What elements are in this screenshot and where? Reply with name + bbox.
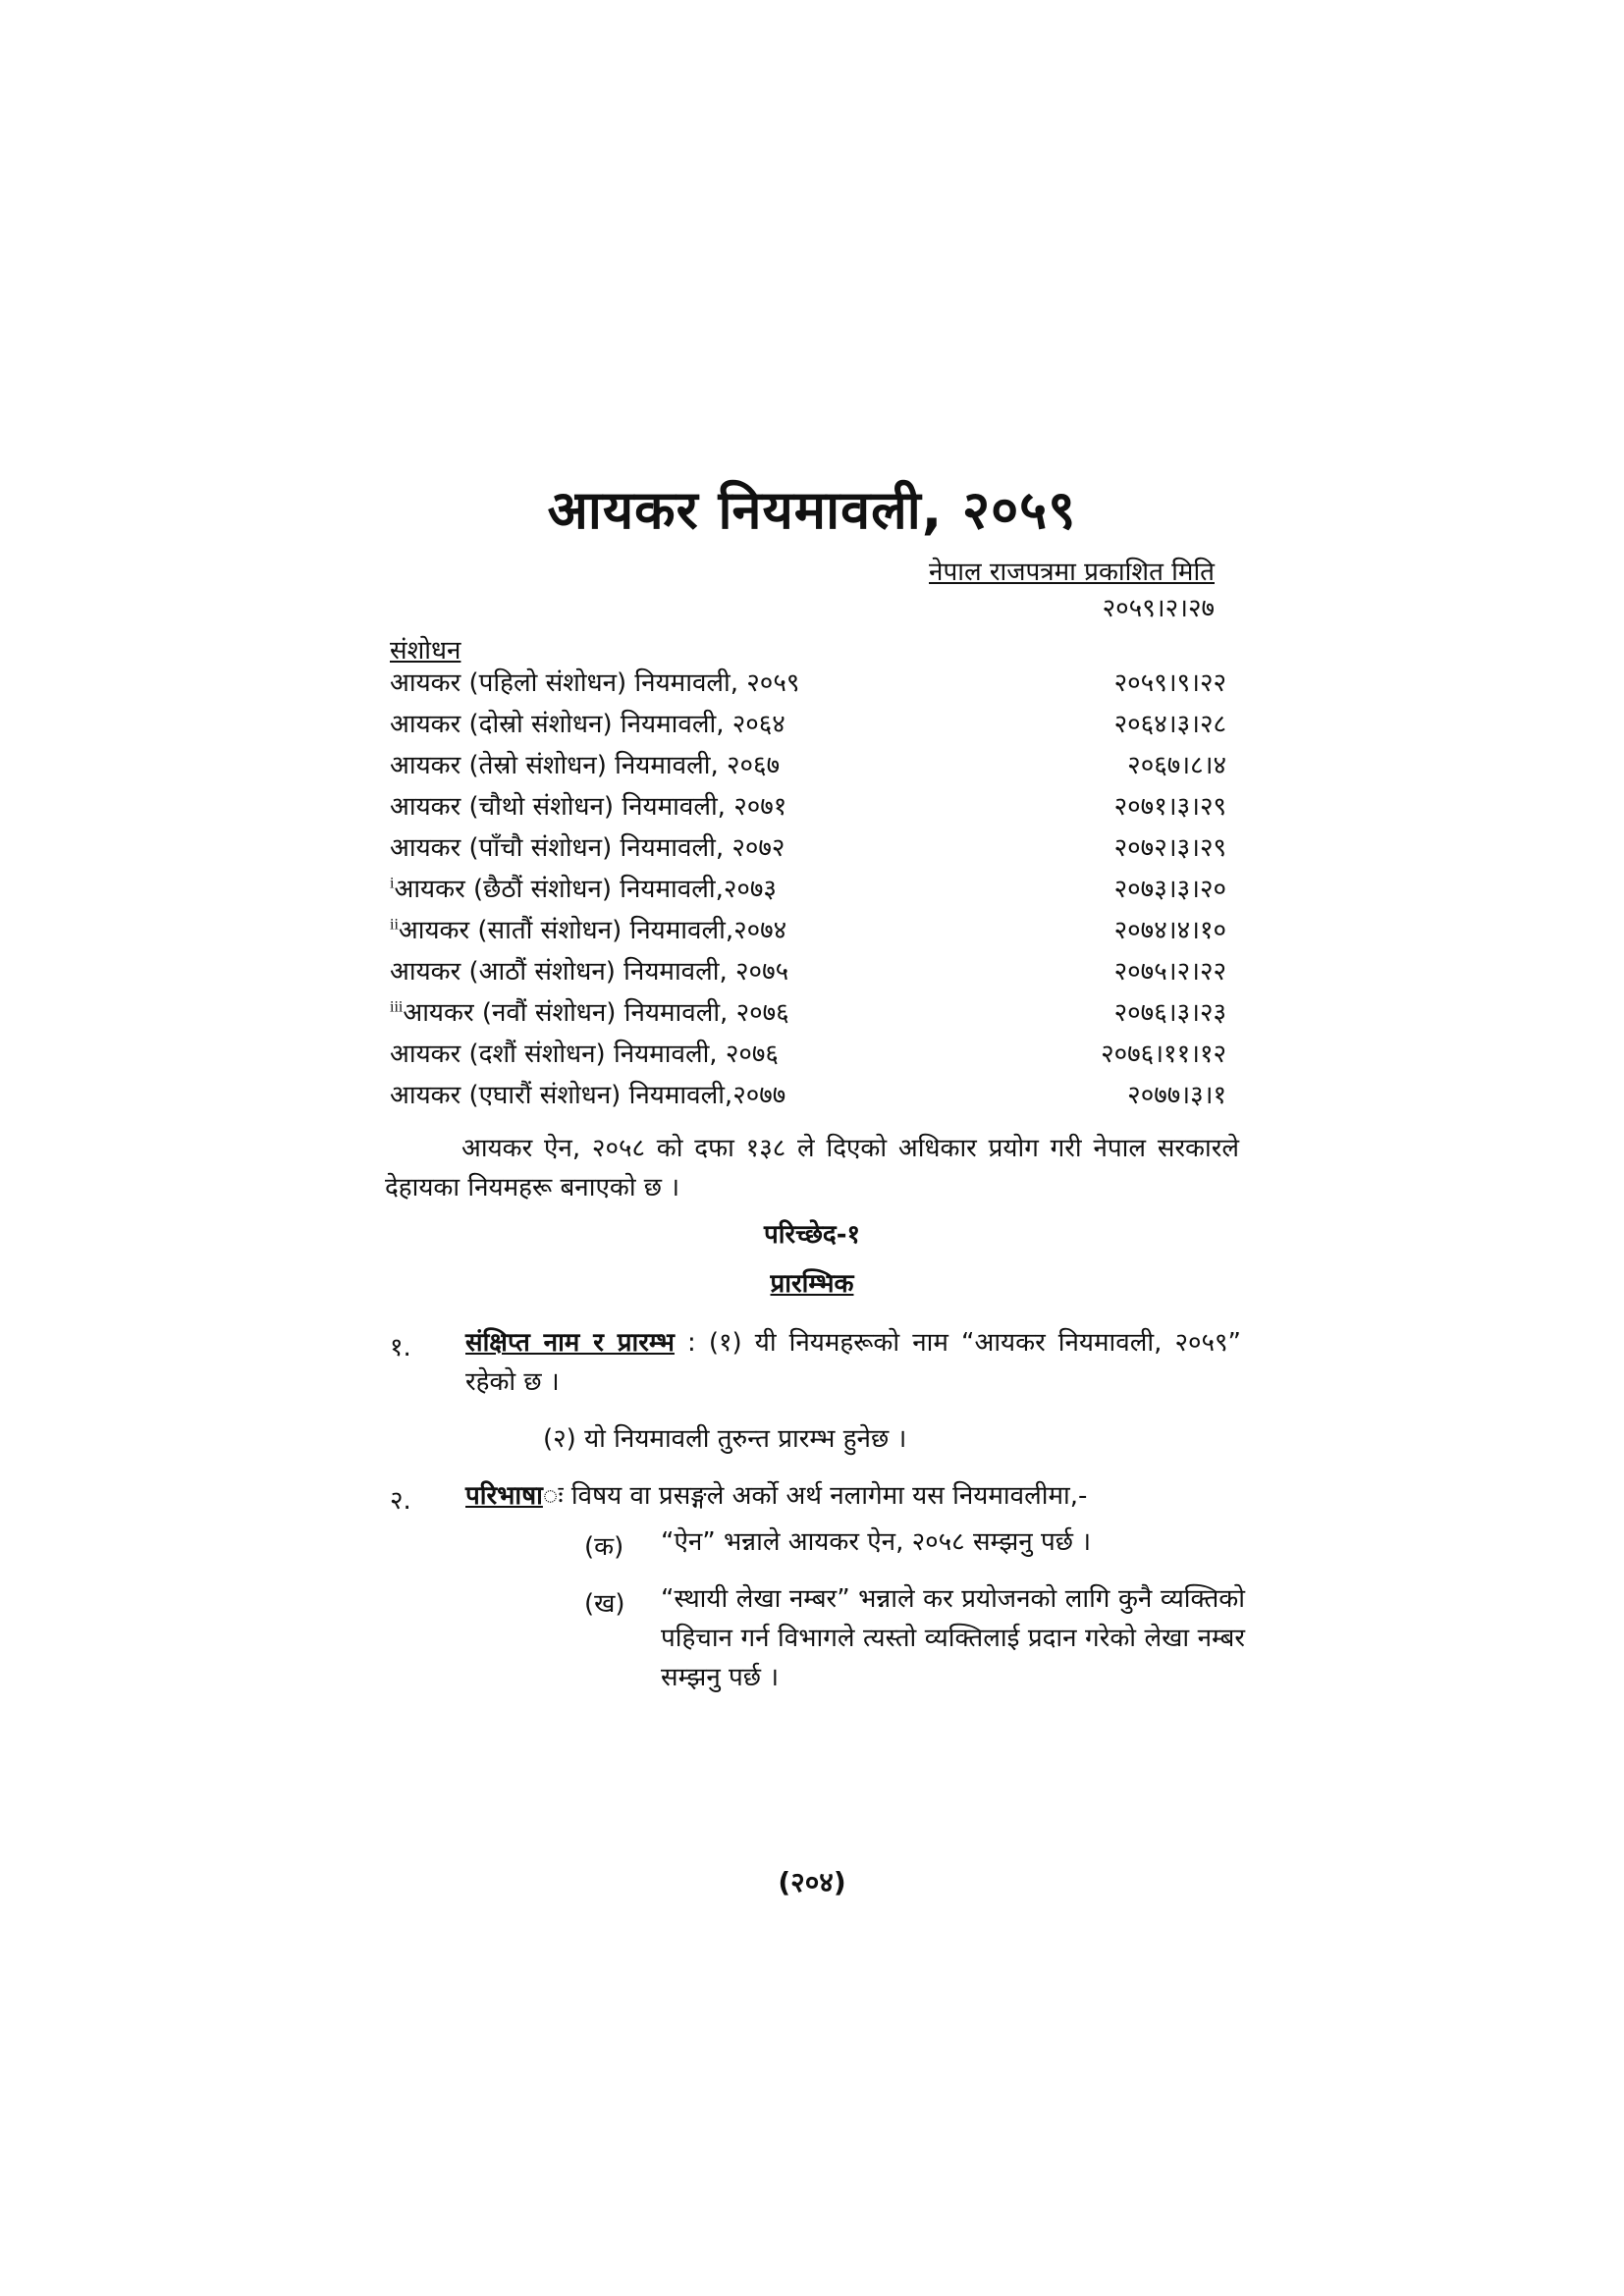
footnote-marker[interactable]: iii	[390, 998, 404, 1016]
footnote-marker[interactable]: ii	[390, 916, 399, 934]
preamble-paragraph: आयकर ऐन, २०५८ को दफा १३८ ले दिएको अधिकार प्रयोग गरी नेपाल सरकारले देहायका नियमहरू बनाएको छ ।	[385, 1134, 1239, 1202]
amendment-row	[390, 705, 1226, 746]
amendment-name: आयकर (आठौं संशोधन) नियमावली, २०७५	[390, 957, 789, 987]
amendment-row	[390, 746, 1226, 787]
definition-ka-text: “ऐन” भन्नाले आयकर ऐन, २०५८ सम्झनु पर्छ ।	[661, 1527, 1092, 1557]
chapter-title: प्रारम्भिक	[770, 1269, 854, 1299]
amendment-date: २०७६।३।२३	[1113, 998, 1226, 1028]
amendment-name: आयकर (छैठौं संशोधन) नियमावली,२०७३	[394, 875, 777, 904]
section-1-heading: संक्षिप्त नाम र प्रारम्भ	[465, 1328, 675, 1358]
amendment-date: २०७१।३।२९	[1113, 792, 1226, 822]
amendment-name: आयकर (तेस्रो संशोधन) नियमावली, २०६७	[390, 751, 781, 780]
amendment-row	[390, 1076, 1226, 1117]
definition-kha-text: “स्थायी लेखा नम्बर” भन्नाले कर प्रयोजनको लागि कुनै व्यक्तिको पहिचान गर्न विभागले त्यस्तो व्यक्तिलाई प्रदान गरेको लेखा नम्बर सम्झनु पर्छ ।	[661, 1584, 1245, 1692]
amendment-name: आयकर (चौथो संशोधन) नियमावली, २०७१	[390, 792, 787, 822]
amendment-row	[390, 828, 1226, 870]
section-1-body	[465, 1323, 1241, 1402]
amendment-date: २०७४।४।१०	[1113, 916, 1226, 945]
amendment-row	[390, 787, 1226, 828]
section-2-number: २.	[390, 1486, 411, 1516]
section-1-subrule-2: (२) यो नियमावली तुरुन्त प्रारम्भ हुनेछ ।	[543, 1424, 907, 1454]
amendment-name: आयकर (पहिलो संशोधन) नियमावली, २०५९	[390, 668, 800, 698]
section-1-text: (१) यी नियमहरूको नाम “आयकर नियमावली, २०५९” रहेको छ ।	[465, 1328, 1241, 1397]
publication-label: नेपाल राजपत्रमा प्रकाशित मिति	[929, 558, 1215, 587]
definition-ka-mark: (क)	[584, 1532, 624, 1562]
chapter-number: परिच्छेद-१	[763, 1220, 861, 1250]
amendments-list	[390, 664, 1226, 1117]
amendment-name: आयकर (नवौं संशोधन) नियमावली, २०७६	[403, 998, 789, 1028]
amendment-name: आयकर (पाँचौ संशोधन) नियमावली, २०७२	[390, 833, 785, 863]
amendment-date: २०७७।३।१	[1127, 1081, 1226, 1110]
definition-kha-mark: (ख)	[584, 1589, 625, 1619]
amendment-date: २०७२।३।२९	[1113, 833, 1226, 863]
section-2-body	[465, 1476, 1251, 1516]
page-number: (२०४)	[778, 1866, 846, 1898]
publication-date: २०५९।२।२७	[1102, 594, 1215, 623]
amendment-name: आयकर (दोस्रो संशोधन) नियमावली, २०६४	[390, 710, 785, 739]
amendment-name: आयकर (एघारौं संशोधन) नियमावली,२०७७	[390, 1081, 786, 1110]
amendment-date: २०५९।९।२२	[1113, 668, 1226, 698]
section-1-number: १.	[390, 1333, 411, 1362]
section-2-text: विषय वा प्रसङ्गले अर्को अर्थ नलागेमा यस नियमावलीमा,-	[570, 1481, 1088, 1511]
section-2-separator: ः	[542, 1481, 571, 1511]
amendment-row	[390, 952, 1226, 993]
amendment-date: २०७५।२।२२	[1113, 957, 1226, 987]
amendment-name: आयकर (सातौं संशोधन) नियमावली,२०७४	[398, 916, 787, 945]
amendment-row	[390, 870, 1226, 911]
amendments-heading: संशोधन	[390, 636, 461, 666]
amendment-row	[390, 664, 1226, 705]
amendment-row	[390, 993, 1226, 1035]
amendment-date: २०७६।११।१२	[1101, 1040, 1226, 1069]
amendment-row	[390, 911, 1226, 952]
section-1-separator: :	[674, 1328, 709, 1358]
footnote-marker[interactable]: i	[390, 875, 395, 892]
amendment-date: २०६४।३।२८	[1113, 710, 1226, 739]
amendment-date: २०७३।३।२०	[1113, 875, 1226, 904]
amendment-name: आयकर (दशौं संशोधन) नियमावली, २०७६	[390, 1040, 779, 1069]
amendment-row	[390, 1035, 1226, 1076]
section-2-heading: परिभाषा	[465, 1481, 543, 1511]
document-title: आयकर नियमावली, २०५९	[547, 479, 1077, 541]
amendment-date: २०६७।८।४	[1127, 751, 1226, 780]
